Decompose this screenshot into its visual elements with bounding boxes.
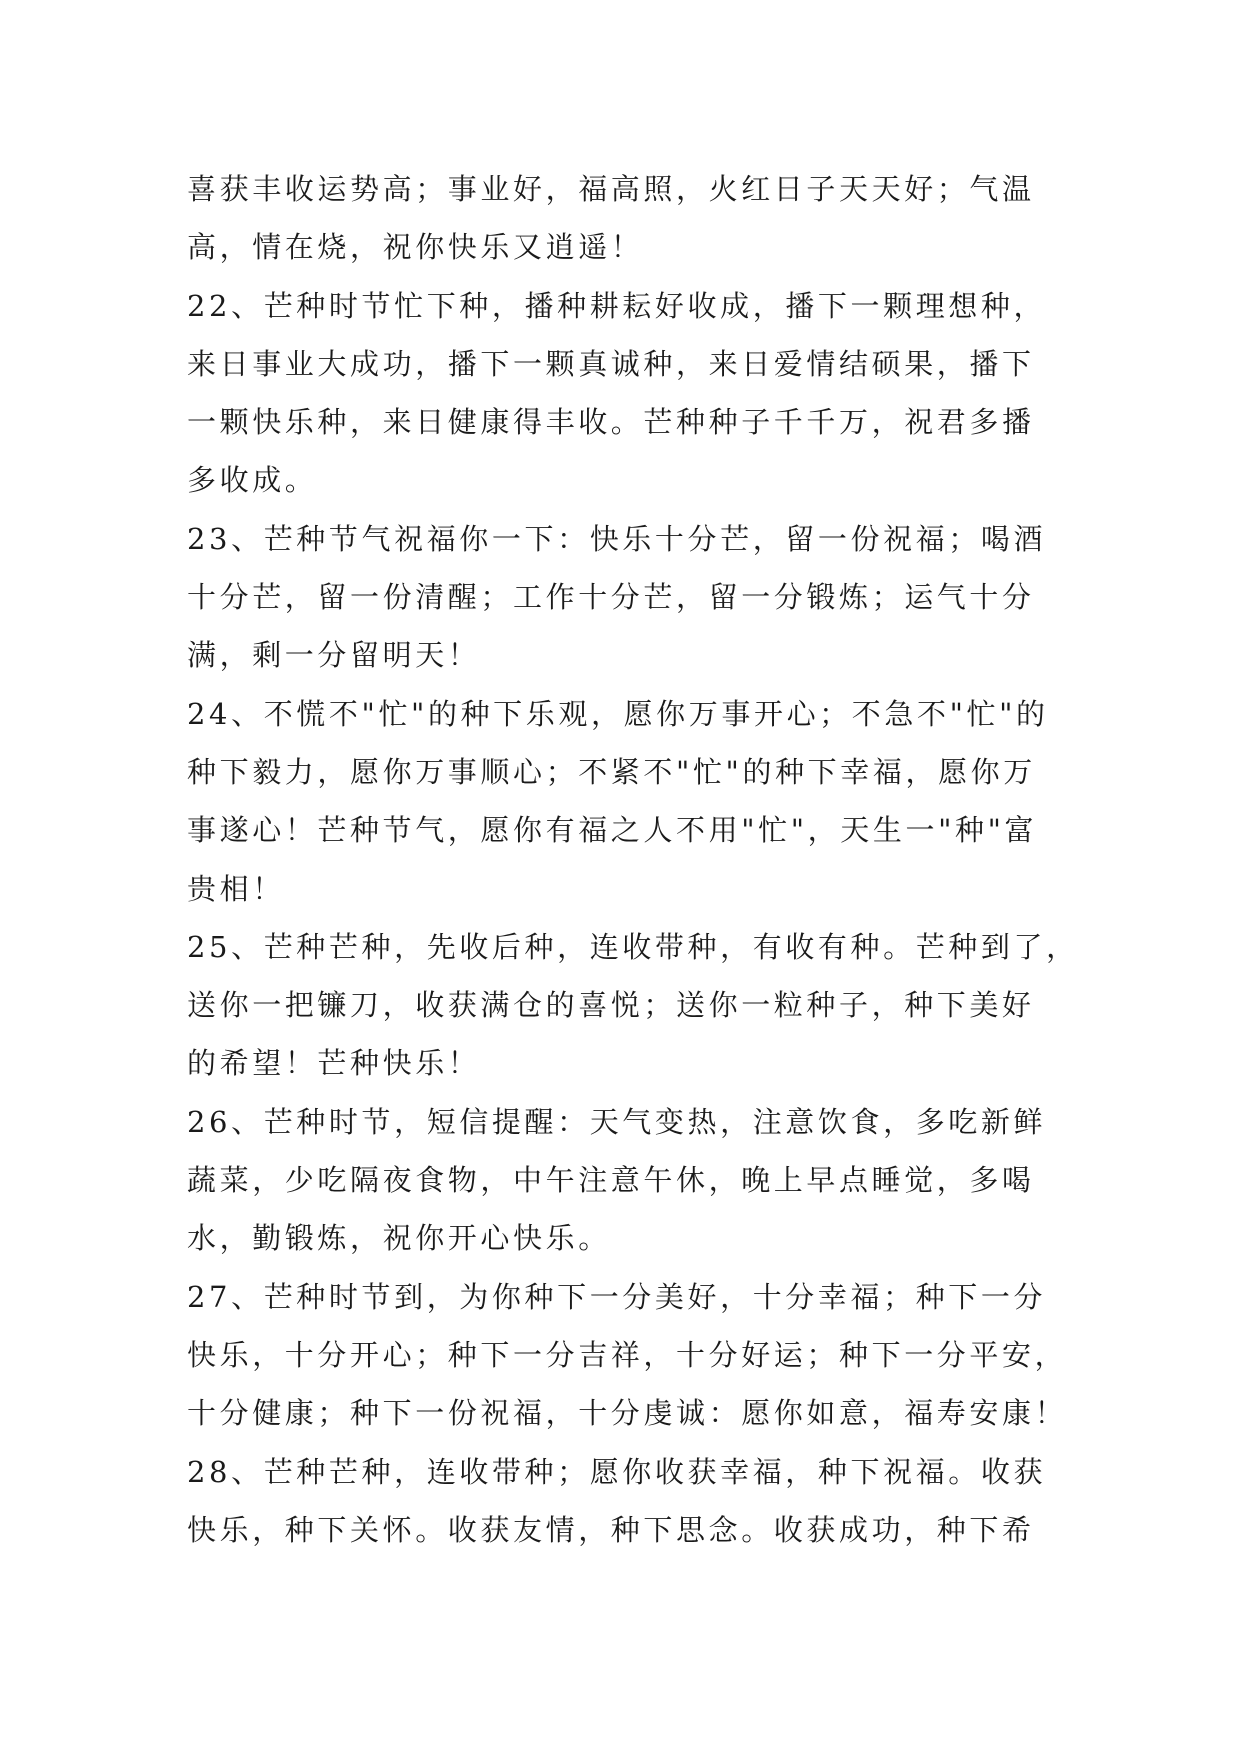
document-body bbox=[187, 160, 1079, 1559]
text-line: 事遂心！芒种节气，愿你有福之人不用"忙"，天生一"种"富 bbox=[187, 813, 1038, 848]
text-line: 26、芒种时节，短信提醒：天气变热，注意饮食，多吃新鲜 bbox=[187, 1104, 1047, 1139]
text-line: 十分健康；种下一份祝福，十分虔诚：愿你如意，福寿安康！ bbox=[187, 1396, 1068, 1431]
text-line: 喜获丰收运势高；事业好，福高照，火红日子天天好；气温 bbox=[187, 172, 1035, 206]
text-line: 一颗快乐种，来日健康得丰收。芒种种子千千万，祝君多播 bbox=[187, 405, 1035, 440]
text-line: 快乐，十分开心；种下一分吉祥，十分好运；种下一分平安， bbox=[187, 1337, 1068, 1372]
text-line: 多收成。 bbox=[187, 463, 318, 498]
text-line: 快乐，种下关怀。收获友情，种下思念。收获成功，种下希 bbox=[187, 1512, 1035, 1547]
text-line: 蔬菜，少吃隔夜食物，中午注意午休，晚上早点睡觉，多喝 bbox=[187, 1163, 1035, 1198]
text-line: 23、芒种节气祝福你一下：快乐十分芒，留一份祝福；喝酒 bbox=[187, 521, 1047, 556]
text-line: 高，情在烧，祝你快乐又逍遥！ bbox=[187, 230, 644, 265]
text-line: 满，剩一分留明天！ bbox=[187, 638, 481, 673]
text-line: 种下毅力，愿你万事顺心；不紧不"忙"的种下幸福，愿你万 bbox=[187, 754, 1036, 789]
text-line: 送你一把镰刀，收获满仓的喜悦；送你一粒种子，种下美好 bbox=[187, 988, 1035, 1023]
text-line: 25、芒种芒种，先收后种，连收带种，有收有种。芒种到了， bbox=[187, 929, 1079, 964]
text-line: 十分芒，留一份清醒；工作十分芒，留一分锻炼；运气十分 bbox=[187, 580, 1035, 615]
text-line: 贵相！ bbox=[187, 871, 285, 906]
text-line: 28、芒种芒种，连收带种；愿你收获幸福，种下祝福。收获 bbox=[187, 1454, 1047, 1489]
text-line: 24、不慌不"忙"的种下乐观，愿你万事开心；不急不"忙"的 bbox=[187, 696, 1049, 731]
text-line: 22、芒种时节忙下种，播种耕耘好收成，播下一颗理想种， bbox=[187, 288, 1047, 323]
text-line: 来日事业大成功，播下一颗真诚种，来日爱情结硕果，播下 bbox=[187, 346, 1035, 381]
text-line: 水，勤锻炼，祝你开心快乐。 bbox=[187, 1221, 611, 1256]
text-line: 的希望！芒种快乐！ bbox=[187, 1046, 481, 1081]
text-line: 27、芒种时节到，为你种下一分美好，十分幸福；种下一分 bbox=[187, 1279, 1047, 1314]
